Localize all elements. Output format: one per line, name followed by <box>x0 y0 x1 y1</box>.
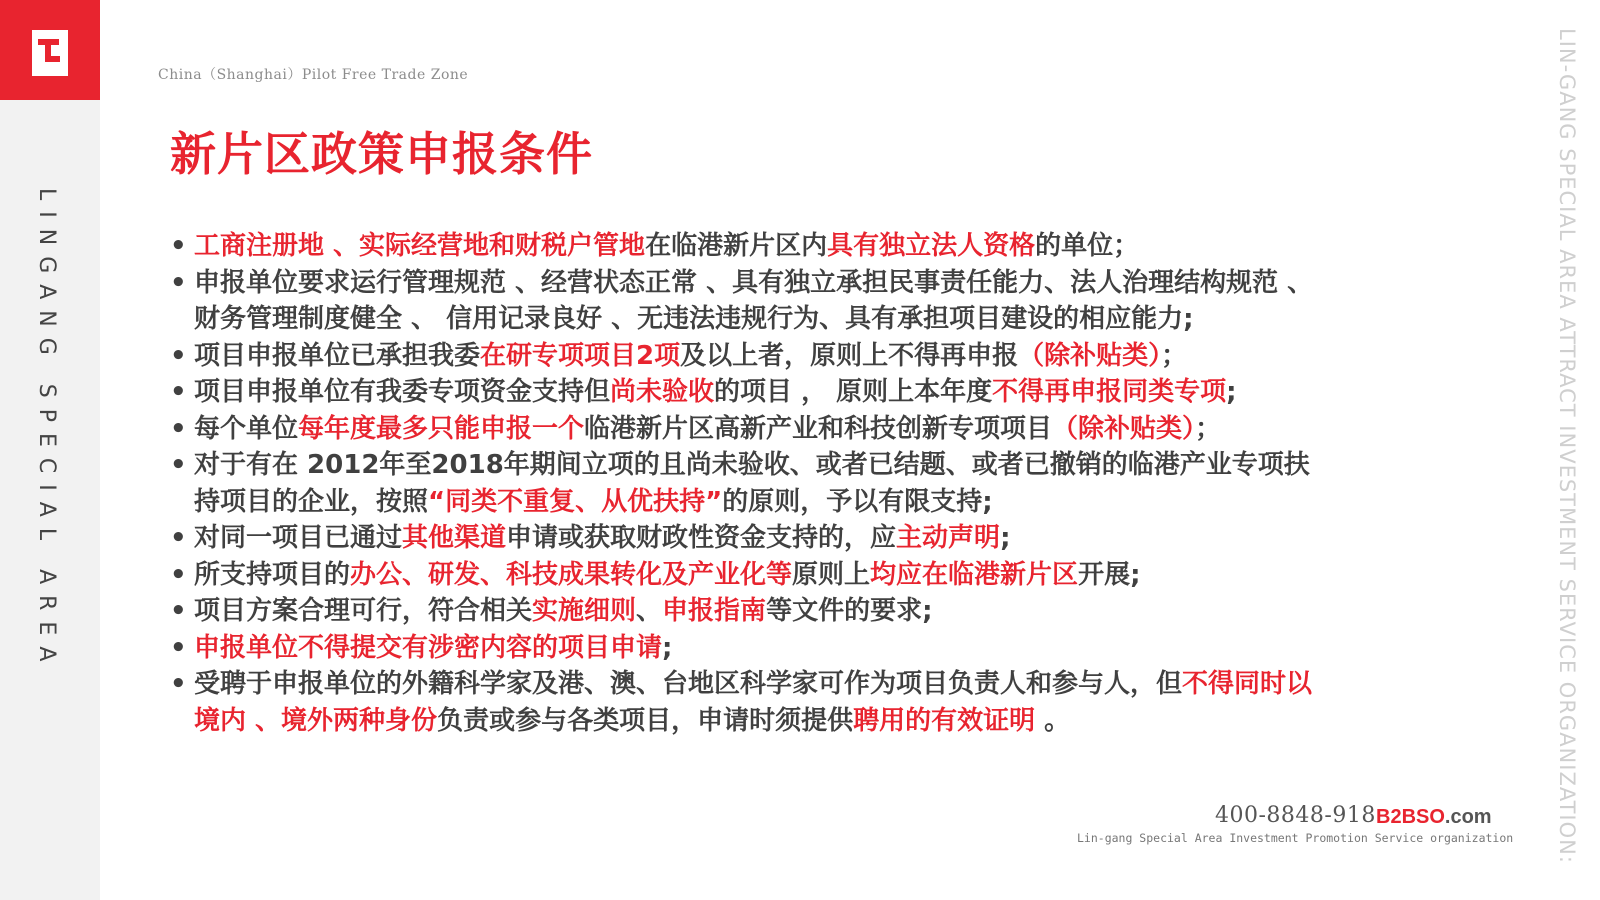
t-logo-icon <box>32 30 68 76</box>
body-text: 申报单位要求运行管理规范 、经营状态正常 、具有独立承担民事责任能力、法人治理结构规范 、 <box>194 267 1314 298</box>
sidebar-vertical-label: LINGANG SPECIAL AREA <box>34 188 59 673</box>
highlight-text: 尚未验收 <box>610 377 715 407</box>
body-text: 申请或获取财政性资金支持的，应 <box>506 523 897 553</box>
body-text: 开展; <box>1078 559 1141 590</box>
footer-brand <box>1376 806 1492 829</box>
body-text: ; <box>1226 377 1237 407</box>
footer-phone: 400-8848-918 <box>1215 803 1376 828</box>
body-text: 受聘于申报单位的外籍科学家及港、澳、台地区科学家可作为项目负责人和参与人，但 <box>194 669 1183 699</box>
highlight-text: 不得同时以 <box>1182 669 1313 699</box>
highlight-text: 办公、研发、科技成果转化及产业化等 <box>350 559 793 590</box>
body-text: 。 <box>1035 705 1071 736</box>
condition-item <box>168 447 1538 520</box>
condition-item <box>168 630 1538 667</box>
body-text: 项目方案合理可行，符合相关 <box>194 596 533 626</box>
body-text: 的单位； <box>1035 231 1140 261</box>
body-text: ； <box>1161 340 1188 371</box>
body-text: ; <box>1000 523 1011 553</box>
body-text: 原则上 <box>792 559 871 590</box>
body-text: 对同一项目已通过 <box>194 523 403 553</box>
body-text: 在临港新片区内 <box>645 231 828 261</box>
condition-item <box>168 374 1538 411</box>
right-vertical-banner: LIN-GANG SPECIAL AREA ATTRACT INVESTMENT SERVICE ORGANIZATION: <box>1555 28 1579 864</box>
highlight-text: 聘用的有效证明 <box>853 705 1036 736</box>
footer-brand-main: B2BSO <box>1376 806 1445 828</box>
highlight-text: “同类不重复、从优扶持” <box>428 486 723 517</box>
highlight-text: 主动声明 <box>896 523 1001 553</box>
body-text: 项目申报单位已承担我委 <box>194 340 481 371</box>
body-text: 的项目 ， 原则上本年度 <box>714 377 993 407</box>
body-text: 对于有在 2012年至2018年期间立项的且尚未验收、或者已结题、或者已撤销的临港产业专项扶 <box>194 450 1310 480</box>
page-subtitle: China（Shanghai）Pilot Free Trade Zone <box>158 67 469 83</box>
highlight-text: 在研专项项目2项 <box>480 340 681 371</box>
brand-logo <box>0 0 100 100</box>
condition-item <box>168 666 1538 739</box>
condition-item <box>168 411 1538 448</box>
body-text: 及以上者，原则上不得再申报 <box>680 340 1019 371</box>
body-text: 每个单位 <box>194 413 299 444</box>
body-text: 等文件的要求; <box>766 596 933 626</box>
highlight-text: 申报指南 <box>662 596 767 626</box>
footer-brand-suffix: .com <box>1444 806 1492 828</box>
condition-item <box>168 338 1538 375</box>
condition-item <box>168 228 1538 265</box>
body-text: 所支持项目的 <box>194 559 351 590</box>
highlight-text: 实施细则 <box>532 596 637 626</box>
highlight-text: 每年度最多只能申报一个 <box>298 413 585 444</box>
highlight-text: （除补贴类） <box>1018 340 1162 371</box>
highlight-text: 工商注册地 、实际经营地和财税户管地 <box>194 231 646 261</box>
highlight-text: 申报单位不得提交有涉密内容的项目申请 <box>194 632 663 663</box>
body-text: 持项目的企业，按照 <box>194 486 429 517</box>
body-text: 、 <box>636 596 663 626</box>
condition-item <box>168 520 1538 557</box>
body-text: ； <box>1195 413 1222 444</box>
conditions-list <box>168 228 1538 739</box>
body-text: 临港新片区高新产业和科技创新专项项目 <box>584 413 1053 444</box>
highlight-text: 均应在临港新片区 <box>870 559 1079 590</box>
body-text: 的原则，予以有限支持; <box>722 486 993 517</box>
page-title: 新片区政策申报条件 <box>170 127 593 181</box>
body-text: 负责或参与各类项目，申请时须提供 <box>437 705 854 736</box>
highlight-text: 不得再申报同类专项 <box>992 377 1227 407</box>
condition-item <box>168 557 1538 594</box>
highlight-text: 境内 、境外两种身份 <box>194 705 438 736</box>
body-text: 项目申报单位有我委专项资金支持但 <box>194 377 611 407</box>
footer-organization: Lin-gang Special Area Investment Promotion Service organization <box>1077 831 1514 845</box>
highlight-text: 其他渠道 <box>402 523 507 553</box>
body-text: 财务管理制度健全 、 信用记录良好 、无违法违规行为、具有承担项目建设的相应能力; <box>194 304 1194 334</box>
highlight-text: （除补贴类） <box>1052 413 1196 444</box>
condition-item <box>168 593 1538 630</box>
highlight-text: 具有独立法人资格 <box>827 231 1036 261</box>
body-text: ; <box>662 632 673 663</box>
condition-item <box>168 265 1538 338</box>
left-sidebar <box>0 0 100 900</box>
